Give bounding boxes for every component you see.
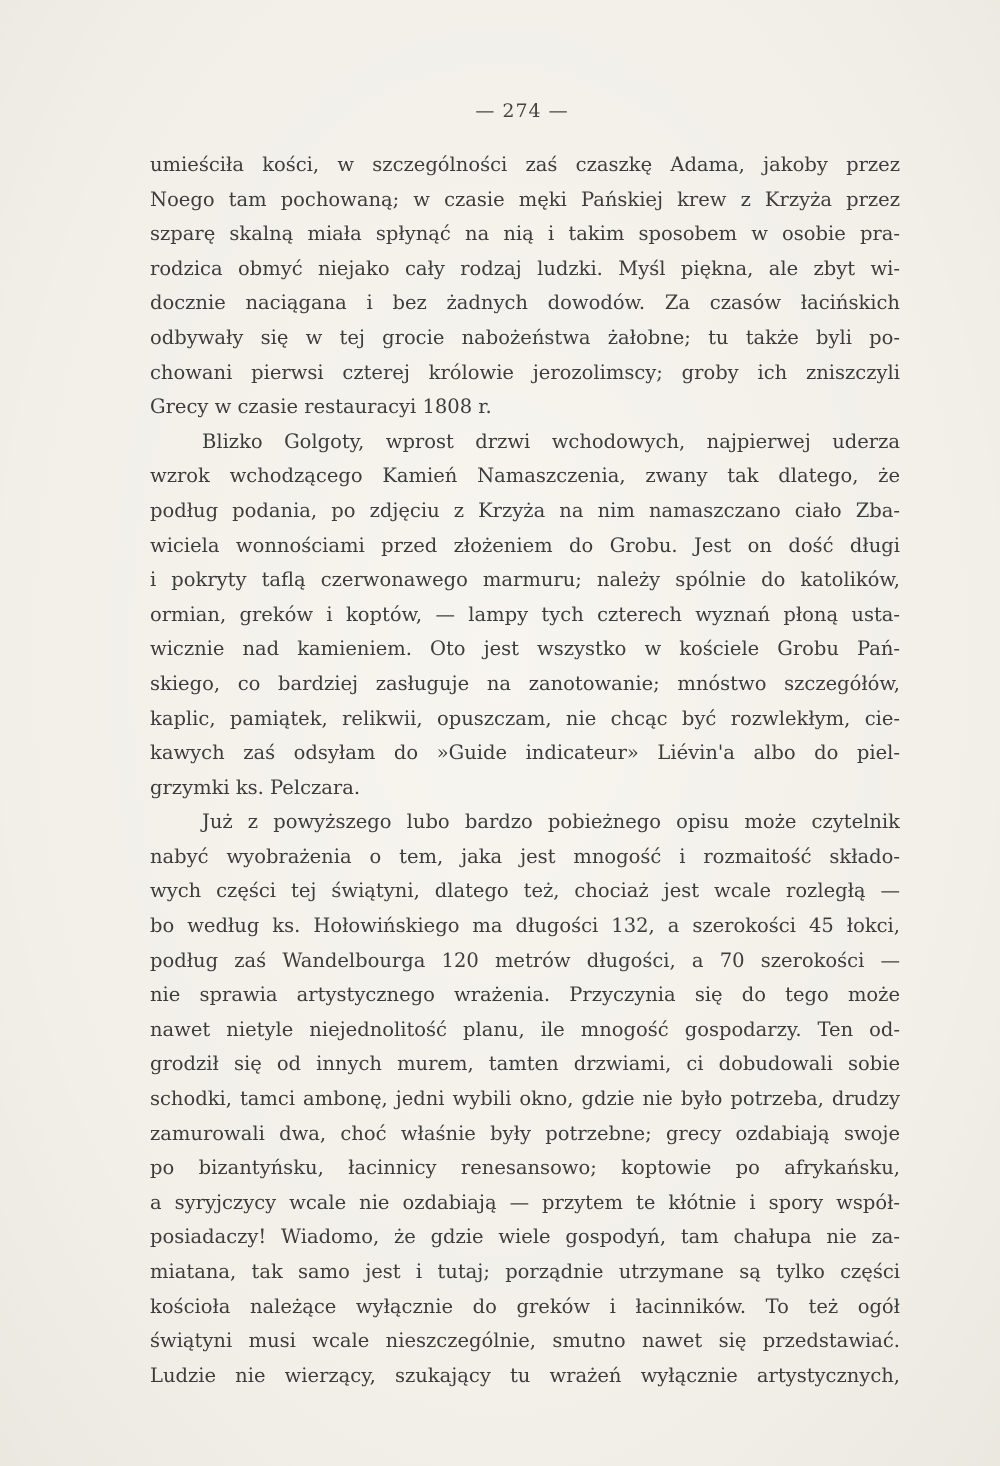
text-line: grzymki ks. Pelczara.: [150, 775, 361, 799]
text-line: rodzica obmyć niejako cały rodzaj ludzki. Myśl piękna, ale zbyt wi-: [150, 256, 900, 280]
text-line: zamurowali dwa, choć właśnie były potrzebne; grecy ozdabiają swoje: [150, 1121, 900, 1145]
text-line: podług podania, po zdjęciu z Krzyża na nim namaszczano ciało Zba-: [150, 498, 900, 522]
body-text: [150, 148, 900, 1393]
text-line: nabyć wyobrażenia o tem, jaka jest mnogość i rozmaitość składo-: [150, 844, 900, 868]
text-line: Ludzie nie wierzący, szukający tu wrażeń wyłącznie artystycznych,: [150, 1363, 900, 1387]
text-line: grodził się od innych murem, tamten drzwiami, ci dobudowali sobie: [150, 1052, 900, 1076]
text-line: nie sprawia artystycznego wrażenia. Przyczynia się do tego może: [150, 983, 900, 1007]
text-line: kaplic, pamiątek, relikwii, opuszczam, nie chcąc być rozwlekłym, cie-: [150, 706, 900, 730]
text-line: posiadaczy! Wiadomo, że gdzie wiele gospodyń, tam chałupa nie za-: [150, 1225, 900, 1249]
text-line: i pokryty taflą czerwonawego marmuru; należy spólnie do katolików,: [150, 568, 900, 592]
text-line: miatana, tak samo jest i tutaj; porządnie utrzymane są tylko części: [150, 1260, 900, 1283]
text-line: wiciela wonnościami przed złożeniem do Grobu. Jest on dość długi: [150, 533, 900, 557]
text-line: świątyni musi wcale nieszczególnie, smutno nawet się przedstawiać.: [150, 1329, 900, 1353]
text-line: skiego, co bardziej zasługuje na zanotowanie; mnóstwo szczegółów,: [150, 671, 900, 695]
text-line: odbywały się w tej grocie nabożeństwa żałobne; tu także byli po-: [150, 325, 900, 349]
text-line: po bizantyńsku, łacinnicy renesansowo; koptowie po afrykańsku,: [150, 1156, 900, 1180]
text-line: a syryjczycy wcale nie ozdabiają — przytem te kłótnie i spory współ-: [150, 1190, 900, 1214]
text-line: wzrok wchodzącego Kamień Namaszczenia, zwany tak dlatego, że: [150, 464, 900, 488]
text-line: wych części tej świątyni, dlatego też, chociaż jest wcale rozległą —: [150, 879, 900, 903]
text-line: docznie naciągana i bez żadnych dowodów. Za czasów łacińskich: [150, 291, 900, 315]
text-line: podług zaś Wandelbourga 120 metrów długości, a 70 szerokości —: [150, 948, 900, 972]
text-line: szparę skalną miała spłynąć na nią i takim sposobem w osobie pra-: [150, 222, 900, 246]
text-line: Blizko Golgoty, wprost drzwi wchodowych, najpierwej uderza: [202, 429, 900, 453]
page-number: — 274 —: [475, 100, 569, 122]
text-line: ormian, greków i koptów, — lampy tych czterech wyznań płoną usta-: [150, 602, 900, 626]
text-line: nawet nietyle niejednolitość planu, ile mnogość gospodarzy. Ten od-: [150, 1017, 900, 1041]
text-line: chowani pierwsi czterej królowie jerozolimscy; groby ich zniszczyli: [150, 360, 900, 384]
text-line: wicznie nad kamieniem. Oto jest wszystko w kościele Grobu Pań-: [150, 637, 900, 661]
text-line: Noego tam pochowaną; w czasie męki Pańskiej krew z Krzyża przez: [150, 187, 900, 211]
text-line: kościoła należące wyłącznie do greków i łacinników. To też ogół: [150, 1294, 900, 1318]
text-line: umieściła kości, w szczególności zaś czaszkę Adama, jakoby przez: [150, 153, 900, 176]
text-line: Już z powyższego lubo bardzo pobieżnego opisu może czytelnik: [202, 810, 900, 834]
text-line: bo według ks. Hołowińskiego ma długości 132, a szerokości 45 łokci,: [150, 914, 900, 938]
text-line: Grecy w czasie restauracyi 1808 r.: [150, 395, 492, 419]
text-line: kawych zaś odsyłam do »Guide indicateur» Liévin'a albo do piel-: [150, 741, 900, 765]
text-line: schodki, tamci ambonę, jedni wybili okno, gdzie nie było potrzeba, drudzy: [150, 1087, 900, 1111]
